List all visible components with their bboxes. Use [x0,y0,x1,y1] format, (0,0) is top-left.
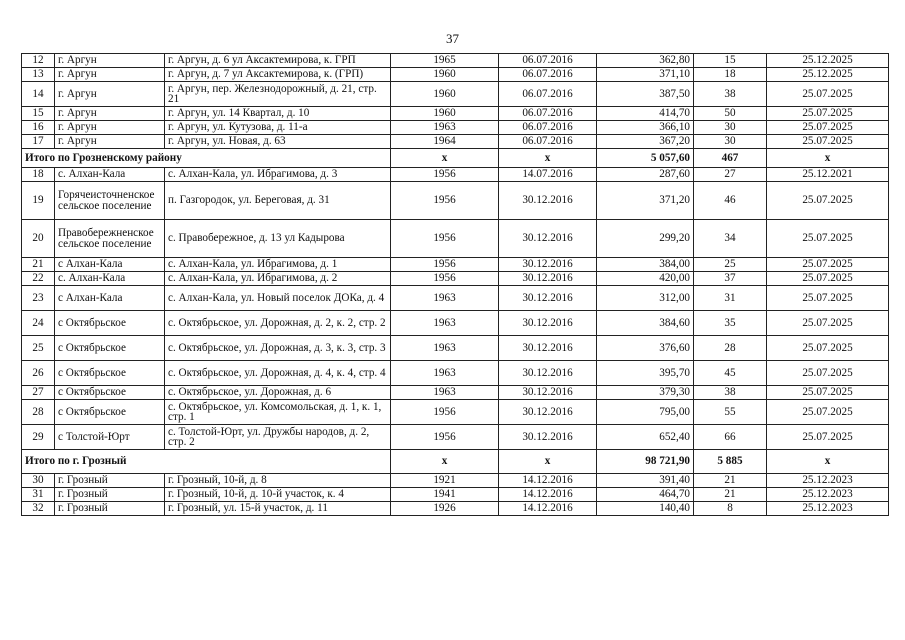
cell-address: п. Газгородок, ул. Береговая, д. 31 [165,182,391,220]
cell-year: 1964 [391,135,499,149]
cell-date: 30.12.2016 [499,400,597,425]
cell-date: 30.12.2016 [499,272,597,286]
cell-count: 30 [694,121,767,135]
cell-deadline: 25.07.2025 [767,386,889,400]
cell-locality: Горячеисточненское сельское поселение [55,182,165,220]
cell-area: 312,00 [597,286,694,311]
cell-year: 1963 [391,121,499,135]
cell-locality: с Алхан-Кала [55,286,165,311]
table-row [22,272,889,286]
cell-number: 16 [22,121,55,135]
cell-area: 652,40 [597,425,694,450]
cell-count: 21 [694,488,767,502]
cell-address: с. Октябрьское, ул. Комсомольская, д. 1, к. 1, стр. 1 [165,400,391,425]
cell-deadline: 25.07.2025 [767,220,889,258]
cell-deadline: 25.12.2025 [767,68,889,82]
cell-date: 06.07.2016 [499,82,597,107]
cell-number: 31 [22,488,55,502]
table-row [22,361,889,386]
cell-count: 30 [694,135,767,149]
table-row [22,258,889,272]
table-body [22,54,889,516]
cell-count: 8 [694,502,767,516]
cell-area: 299,20 [597,220,694,258]
cell-locality: г. Грозный [55,474,165,488]
cell-area: 5 057,60 [597,149,694,168]
page-number: 37 [446,31,459,46]
table-row [22,311,889,336]
cell-number: 21 [22,258,55,272]
cell-area: 376,60 [597,336,694,361]
cell-date: х [499,149,597,168]
cell-number: 22 [22,272,55,286]
cell-address: с. Октябрьское, ул. Дорожная, д. 4, к. 4, стр. 4 [165,361,391,386]
cell-address: г. Аргун, пер. Железнодорожный, д. 21, стр. 21 [165,82,391,107]
cell-address: г. Аргун, ул. 14 Квартал, д. 10 [165,107,391,121]
cell-address: г. Грозный, ул. 15-й участок, д. 11 [165,502,391,516]
cell-date: 14.12.2016 [499,488,597,502]
cell-deadline: 25.12.2023 [767,474,889,488]
cell-locality: с. Алхан-Кала [55,272,165,286]
subtotal-label: Итого по г. Грозный [22,450,391,474]
cell-count: 25 [694,258,767,272]
table-row [22,488,889,502]
table-row [22,502,889,516]
cell-year: 1965 [391,54,499,68]
cell-address: г. Аргун, ул. Кутузова, д. 11-а [165,121,391,135]
cell-address: с. Правобережное, д. 13 ул Кадырова [165,220,391,258]
cell-address: с. Октябрьское, ул. Дорожная, д. 3, к. 3, стр. 3 [165,336,391,361]
housing-registry-table [21,53,889,516]
cell-address: г. Грозный, 10-й, д. 10-й участок, к. 4 [165,488,391,502]
cell-date: 30.12.2016 [499,220,597,258]
cell-year: 1963 [391,311,499,336]
cell-date: 06.07.2016 [499,121,597,135]
cell-count: 15 [694,54,767,68]
cell-year: 1963 [391,336,499,361]
table-row [22,286,889,311]
cell-number: 12 [22,54,55,68]
subtotal-row [22,149,889,168]
cell-count: 28 [694,336,767,361]
cell-date: 06.07.2016 [499,68,597,82]
cell-date: 30.12.2016 [499,425,597,450]
cell-year: 1963 [391,286,499,311]
cell-year: 1956 [391,182,499,220]
cell-count: 66 [694,425,767,450]
cell-number: 18 [22,168,55,182]
table-row [22,400,889,425]
cell-locality: с Октябрьское [55,361,165,386]
cell-count: 34 [694,220,767,258]
cell-area: 362,80 [597,54,694,68]
cell-count: 21 [694,474,767,488]
table-row [22,474,889,488]
cell-deadline: 25.07.2025 [767,425,889,450]
cell-count: 35 [694,311,767,336]
table-row [22,168,889,182]
cell-deadline: 25.12.2023 [767,502,889,516]
cell-number: 26 [22,361,55,386]
cell-count: 37 [694,272,767,286]
cell-deadline: х [767,450,889,474]
cell-count: 27 [694,168,767,182]
cell-count: 18 [694,68,767,82]
cell-number: 27 [22,386,55,400]
cell-address: г. Аргун, д. 6 ул Аксактемирова, к. ГРП [165,54,391,68]
cell-deadline: 25.07.2025 [767,182,889,220]
cell-number: 19 [22,182,55,220]
cell-number: 28 [22,400,55,425]
cell-number: 24 [22,311,55,336]
subtotal-row [22,450,889,474]
cell-locality: с Толстой-Юрт [55,425,165,450]
cell-number: 20 [22,220,55,258]
cell-deadline: 25.12.2021 [767,168,889,182]
cell-year: х [391,149,499,168]
cell-deadline: 25.07.2025 [767,82,889,107]
cell-number: 13 [22,68,55,82]
cell-locality: с Октябрьское [55,400,165,425]
cell-address: с. Алхан-Кала, ул. Новый поселок ДОКа, д. 4 [165,286,391,311]
cell-count: 50 [694,107,767,121]
cell-date: 30.12.2016 [499,336,597,361]
cell-number: 29 [22,425,55,450]
cell-area: 384,60 [597,311,694,336]
cell-locality: г. Аргун [55,82,165,107]
cell-number: 15 [22,107,55,121]
table-row [22,54,889,68]
table-row [22,82,889,107]
cell-address: с. Октябрьское, ул. Дорожная, д. 6 [165,386,391,400]
cell-locality: г. Аргун [55,68,165,82]
cell-deadline: 25.07.2025 [767,121,889,135]
cell-year: 1956 [391,258,499,272]
cell-year: 1941 [391,488,499,502]
cell-address: с. Алхан-Кала, ул. Ибрагимова, д. 2 [165,272,391,286]
cell-deadline: 25.07.2025 [767,258,889,272]
cell-year: 1921 [391,474,499,488]
cell-area: 384,00 [597,258,694,272]
cell-year: 1956 [391,272,499,286]
cell-deadline: 25.07.2025 [767,336,889,361]
cell-number: 23 [22,286,55,311]
table-row [22,336,889,361]
cell-area: 464,70 [597,488,694,502]
cell-date: 30.12.2016 [499,386,597,400]
cell-locality: с Октябрьское [55,311,165,336]
cell-date: 14.12.2016 [499,502,597,516]
cell-deadline: 25.12.2025 [767,54,889,68]
cell-number: 14 [22,82,55,107]
cell-deadline: 25.07.2025 [767,135,889,149]
cell-address: г. Грозный, 10-й, д. 8 [165,474,391,488]
cell-locality: с Октябрьское [55,336,165,361]
cell-area: 379,30 [597,386,694,400]
cell-count: 31 [694,286,767,311]
cell-date: 30.12.2016 [499,286,597,311]
cell-date: 14.12.2016 [499,474,597,488]
cell-area: 367,20 [597,135,694,149]
cell-date: 30.12.2016 [499,258,597,272]
cell-address: с. Алхан-Кала, ул. Ибрагимова, д. 3 [165,168,391,182]
cell-deadline: х [767,149,889,168]
cell-area: 795,00 [597,400,694,425]
cell-number: 25 [22,336,55,361]
cell-locality: Правобережненское сельское поселение [55,220,165,258]
cell-deadline: 25.07.2025 [767,311,889,336]
cell-date: 06.07.2016 [499,54,597,68]
cell-locality: г. Грозный [55,502,165,516]
cell-address: с. Октябрьское, ул. Дорожная, д. 2, к. 2, стр. 2 [165,311,391,336]
cell-locality: г. Грозный [55,488,165,502]
cell-date: 06.07.2016 [499,107,597,121]
cell-date: 14.07.2016 [499,168,597,182]
cell-locality: с. Алхан-Кала [55,168,165,182]
cell-area: 366,10 [597,121,694,135]
cell-year: 1960 [391,82,499,107]
cell-year: 1926 [391,502,499,516]
cell-count: 467 [694,149,767,168]
cell-area: 395,70 [597,361,694,386]
cell-date: 30.12.2016 [499,182,597,220]
cell-date: 30.12.2016 [499,311,597,336]
cell-count: 46 [694,182,767,220]
cell-area: 371,10 [597,68,694,82]
subtotal-label: Итого по Грозненскому району [22,149,391,168]
cell-locality: с Алхан-Кала [55,258,165,272]
cell-count: 38 [694,386,767,400]
cell-year: х [391,450,499,474]
cell-locality: с Октябрьское [55,386,165,400]
cell-year: 1956 [391,400,499,425]
table-row [22,121,889,135]
cell-area: 140,40 [597,502,694,516]
cell-area: 387,50 [597,82,694,107]
table-row [22,425,889,450]
cell-year: 1960 [391,68,499,82]
table-row [22,220,889,258]
cell-area: 391,40 [597,474,694,488]
cell-count: 38 [694,82,767,107]
cell-year: 1963 [391,361,499,386]
cell-deadline: 25.07.2025 [767,272,889,286]
cell-number: 30 [22,474,55,488]
cell-year: 1963 [391,386,499,400]
cell-count: 45 [694,361,767,386]
cell-year: 1956 [391,168,499,182]
cell-number: 17 [22,135,55,149]
table-row [22,182,889,220]
cell-count: 55 [694,400,767,425]
cell-date: 06.07.2016 [499,135,597,149]
cell-year: 1956 [391,425,499,450]
cell-deadline: 25.12.2023 [767,488,889,502]
cell-area: 420,00 [597,272,694,286]
table-row [22,107,889,121]
cell-area: 287,60 [597,168,694,182]
cell-number: 32 [22,502,55,516]
cell-locality: г. Аргун [55,107,165,121]
cell-locality: г. Аргун [55,121,165,135]
cell-address: г. Аргун, д. 7 ул Аксактемирова, к. (ГРП) [165,68,391,82]
cell-address: г. Аргун, ул. Новая, д. 63 [165,135,391,149]
cell-deadline: 25.07.2025 [767,400,889,425]
cell-address: с. Алхан-Кала, ул. Ибрагимова, д. 1 [165,258,391,272]
cell-locality: г. Аргун [55,54,165,68]
cell-area: 371,20 [597,182,694,220]
cell-count: 5 885 [694,450,767,474]
cell-date: 30.12.2016 [499,361,597,386]
cell-area: 98 721,90 [597,450,694,474]
cell-deadline: 25.07.2025 [767,361,889,386]
cell-year: 1956 [391,220,499,258]
cell-address: с. Толстой-Юрт, ул. Дружбы народов, д. 2, стр. 2 [165,425,391,450]
table-row [22,68,889,82]
cell-deadline: 25.07.2025 [767,286,889,311]
table-row [22,135,889,149]
table-row [22,386,889,400]
cell-deadline: 25.07.2025 [767,107,889,121]
cell-date: х [499,450,597,474]
cell-area: 414,70 [597,107,694,121]
cell-locality: г. Аргун [55,135,165,149]
cell-year: 1960 [391,107,499,121]
